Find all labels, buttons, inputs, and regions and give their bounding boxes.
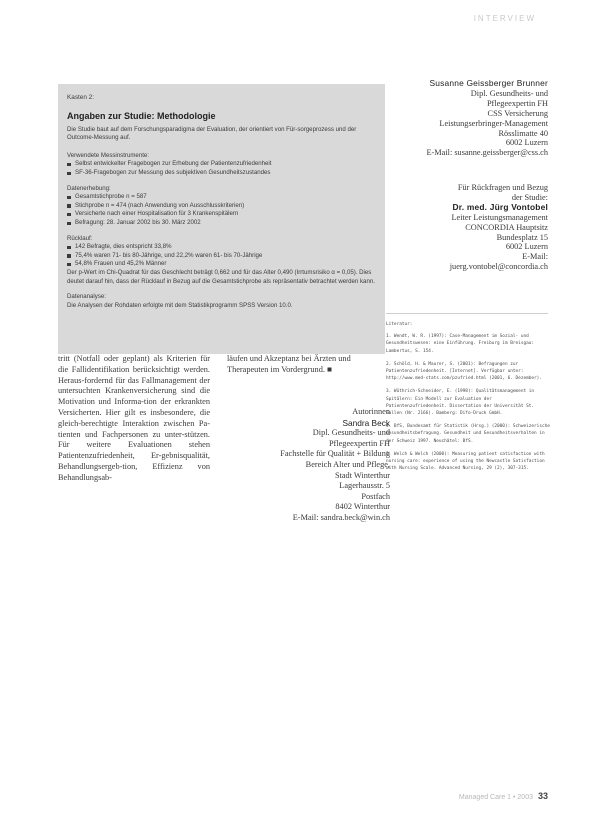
list-item: Gesamtstichprobe n = 587: [67, 193, 377, 202]
page-footer: [459, 791, 548, 801]
author-line: Bereich Alter und Pflege,: [305, 459, 390, 469]
divider: [386, 313, 548, 314]
authors-block: [227, 407, 390, 524]
list-item: 142 Befragte, dies entspricht 33,8%: [67, 243, 377, 252]
body-text-column-1: tritt (Notfall oder geplant) als Kriterien für die Fallidentifikation berücksichtigt werden. Heraus-fordernd für das Fallmanagement der untersuchten Krankenversicherung sind die Motivation und Informa-tion der erkrankten Versicherten. Hier gilt es insbesondere, die gleich-berechtigte Interaktion zwischen Pa-tienten und Fachpersonen zu unter-stützen. Für weitere Evaluationen stehen Patientenzufriedenheit, Er-gebnisqualität, Behandlungsergeb-tion, Effizienz von Behandlungsab-: [58, 354, 210, 482]
author-line: Lagerhausstr. 5: [339, 481, 390, 491]
contact-vontobel: [450, 183, 548, 272]
contact-line: Leiter Leistungsmanagement: [451, 212, 548, 222]
contact-intro: Für Rückfragen und Bezug: [457, 183, 548, 192]
section-heading: Rücklauf:: [67, 234, 93, 242]
literature-item: 5. Welch & Welch (2000): Measuring patient satisfaction with nursing care: experience of using the Newcastle Satisfaction with Nursing Scale. Advanced Nursing, 29 (2), 307-315.: [386, 451, 545, 472]
list-item: Stichprobe n = 474 (nach Anwendung von Ausschlusskriterien): [67, 202, 377, 211]
contact-name: Dr. med. Jürg Vontobel: [452, 201, 548, 212]
contact-line: 6002 Luzern: [505, 138, 548, 148]
author-line: Pflegeexpertin FH: [328, 438, 390, 448]
list-item: Befragung: 28. Januar 2002 bis 30. März 2002: [67, 219, 377, 228]
author-line: Fachstelle für Qualität + Bildung: [280, 449, 390, 459]
author-line: Postfach: [361, 491, 390, 501]
page-number: 33: [537, 791, 548, 801]
contact-line: Bundesplatz 15: [496, 232, 548, 242]
contact-intro: der Studie:: [511, 192, 548, 202]
section-heading: Datenanalyse:: [67, 293, 106, 301]
author-name: Sandra Beck: [342, 417, 390, 428]
literature-item: 1. Wendt, W. R. (1997): Case-Management im Sozial- und Gesundheitswesen: eine Einführung. Freiburg im Breisgau: Lambertus, S. 154.: [386, 334, 535, 354]
box-title: Angaben zur Studie: Methodologie: [67, 110, 216, 121]
box-section-response: [67, 235, 377, 287]
literature-heading: Literatur:: [386, 322, 413, 327]
box-section-data-collection: [67, 185, 377, 228]
analysis-text: Die Analysen der Rohdaten erfolgte mit dem Statistikprogramm SPSS Version 10.0.: [67, 301, 293, 309]
list-item: 75,4% waren 71- bis 80-Jährige, und 22,2% waren 61- bis 70-Jährige: [67, 252, 377, 261]
running-header: INTERVIEW: [473, 14, 536, 23]
box-intro: Die Studie baut auf dem Forschungsparadigma der Evaluation, der orientiert von Für-sorgeprozess und der Outcome-Messung auf.: [67, 125, 357, 142]
list-item: SF-36-Fragebogen zur Messung des subjektiven Gesundheitszustandes: [67, 169, 377, 178]
literature-item: 4. BfS, Bundesamt für Statistik (Hrsg.) (2000): Schweizerische Gesundheitsbefragung. Gesundheit und Gesundheitsverhalten in der Schweiz 1997. Neuchâtel: BfS.: [386, 424, 550, 444]
contact-line: Leistungserbringer-Management: [439, 118, 548, 128]
author-line: Dipl. Gesundheits- und: [312, 428, 390, 438]
contact-line: Rösslimatte 40: [498, 128, 548, 138]
contact-line: CONCORDIA Hauptsitz: [465, 222, 548, 232]
contact-line: CSS Versicherung: [487, 108, 548, 118]
box-label: Kasten 2:: [67, 94, 95, 101]
box-section-instruments: [67, 152, 377, 178]
section-heading: Datenerhebung:: [67, 184, 111, 192]
literature-item: 2. Schöld, H. & Maurer, S. (2001): Befragungen zur Patientenzufriedenheit. [Internet]. Verfügbar unter: http://www.med-stats.com/pzufried.html (2001, 6. Dezember).: [386, 361, 542, 382]
response-note: Der p-Wert im Chi-Quadrat für das Geschlecht beträgt 0,662 und für das Alter 0,490 (Irrtumsrisiko α = 0,05). Dies deutet darauf hin, dass der Rücklauf in Bezug auf die Gesamtstichprobe als repräsentativ betrachtet werden kann.: [67, 268, 375, 285]
contact-email: juerg.vontobel@concordia.ch: [449, 262, 548, 272]
list-item: Versicherte nach einer Hospitalisation für 3 Krankenspitälern: [67, 210, 377, 219]
journal-name: Managed Care 1 • 2003: [458, 794, 533, 801]
contact-line: E-Mail:: [522, 252, 548, 262]
literature-item: 3. Wüthrich-Schneider, E. (1998): Qualitätsmanagement in Spitälern: Ein Modell zur Evaluation der Patientenzufriedenheit. Dissertation der Universität St. Gallen (Nr. 2166). Bamberg: Difo-Druck GmbH.: [386, 389, 535, 417]
contact-line: Pflegeexpertin FH: [486, 98, 548, 108]
contact-line: Dipl. Gesundheits- und: [470, 88, 548, 98]
body-text-column-2: läufen und Akzeptanz bei Ärzten und Therapeuten im Vordergrund. ■: [227, 354, 351, 374]
literature-list: [386, 321, 550, 478]
author-line: 8402 Winterthur: [335, 502, 390, 512]
list-item: 54,8% Frauen und 45,2% Männer: [67, 260, 377, 269]
author-line: Stadt Winterthur: [334, 470, 390, 480]
methodology-box: [58, 84, 385, 354]
box-section-analysis: [67, 293, 377, 310]
contact-geissberger: [426, 79, 548, 158]
author-email: E-Mail: sandra.beck@win.ch: [292, 512, 390, 522]
list-item: Selbst entwickelter Fragebogen zur Erhebung der Patientenzufriedenheit: [67, 160, 377, 169]
contact-line: 6002 Luzern: [505, 242, 548, 252]
contact-name: Susanne Geissberger Brunner: [429, 78, 548, 88]
section-heading: Verwendete Messinstrumente:: [67, 151, 149, 159]
contact-email: E-Mail: susanne.geissberger@css.ch: [426, 148, 548, 158]
authors-heading: Autorinnen: [352, 407, 390, 416]
